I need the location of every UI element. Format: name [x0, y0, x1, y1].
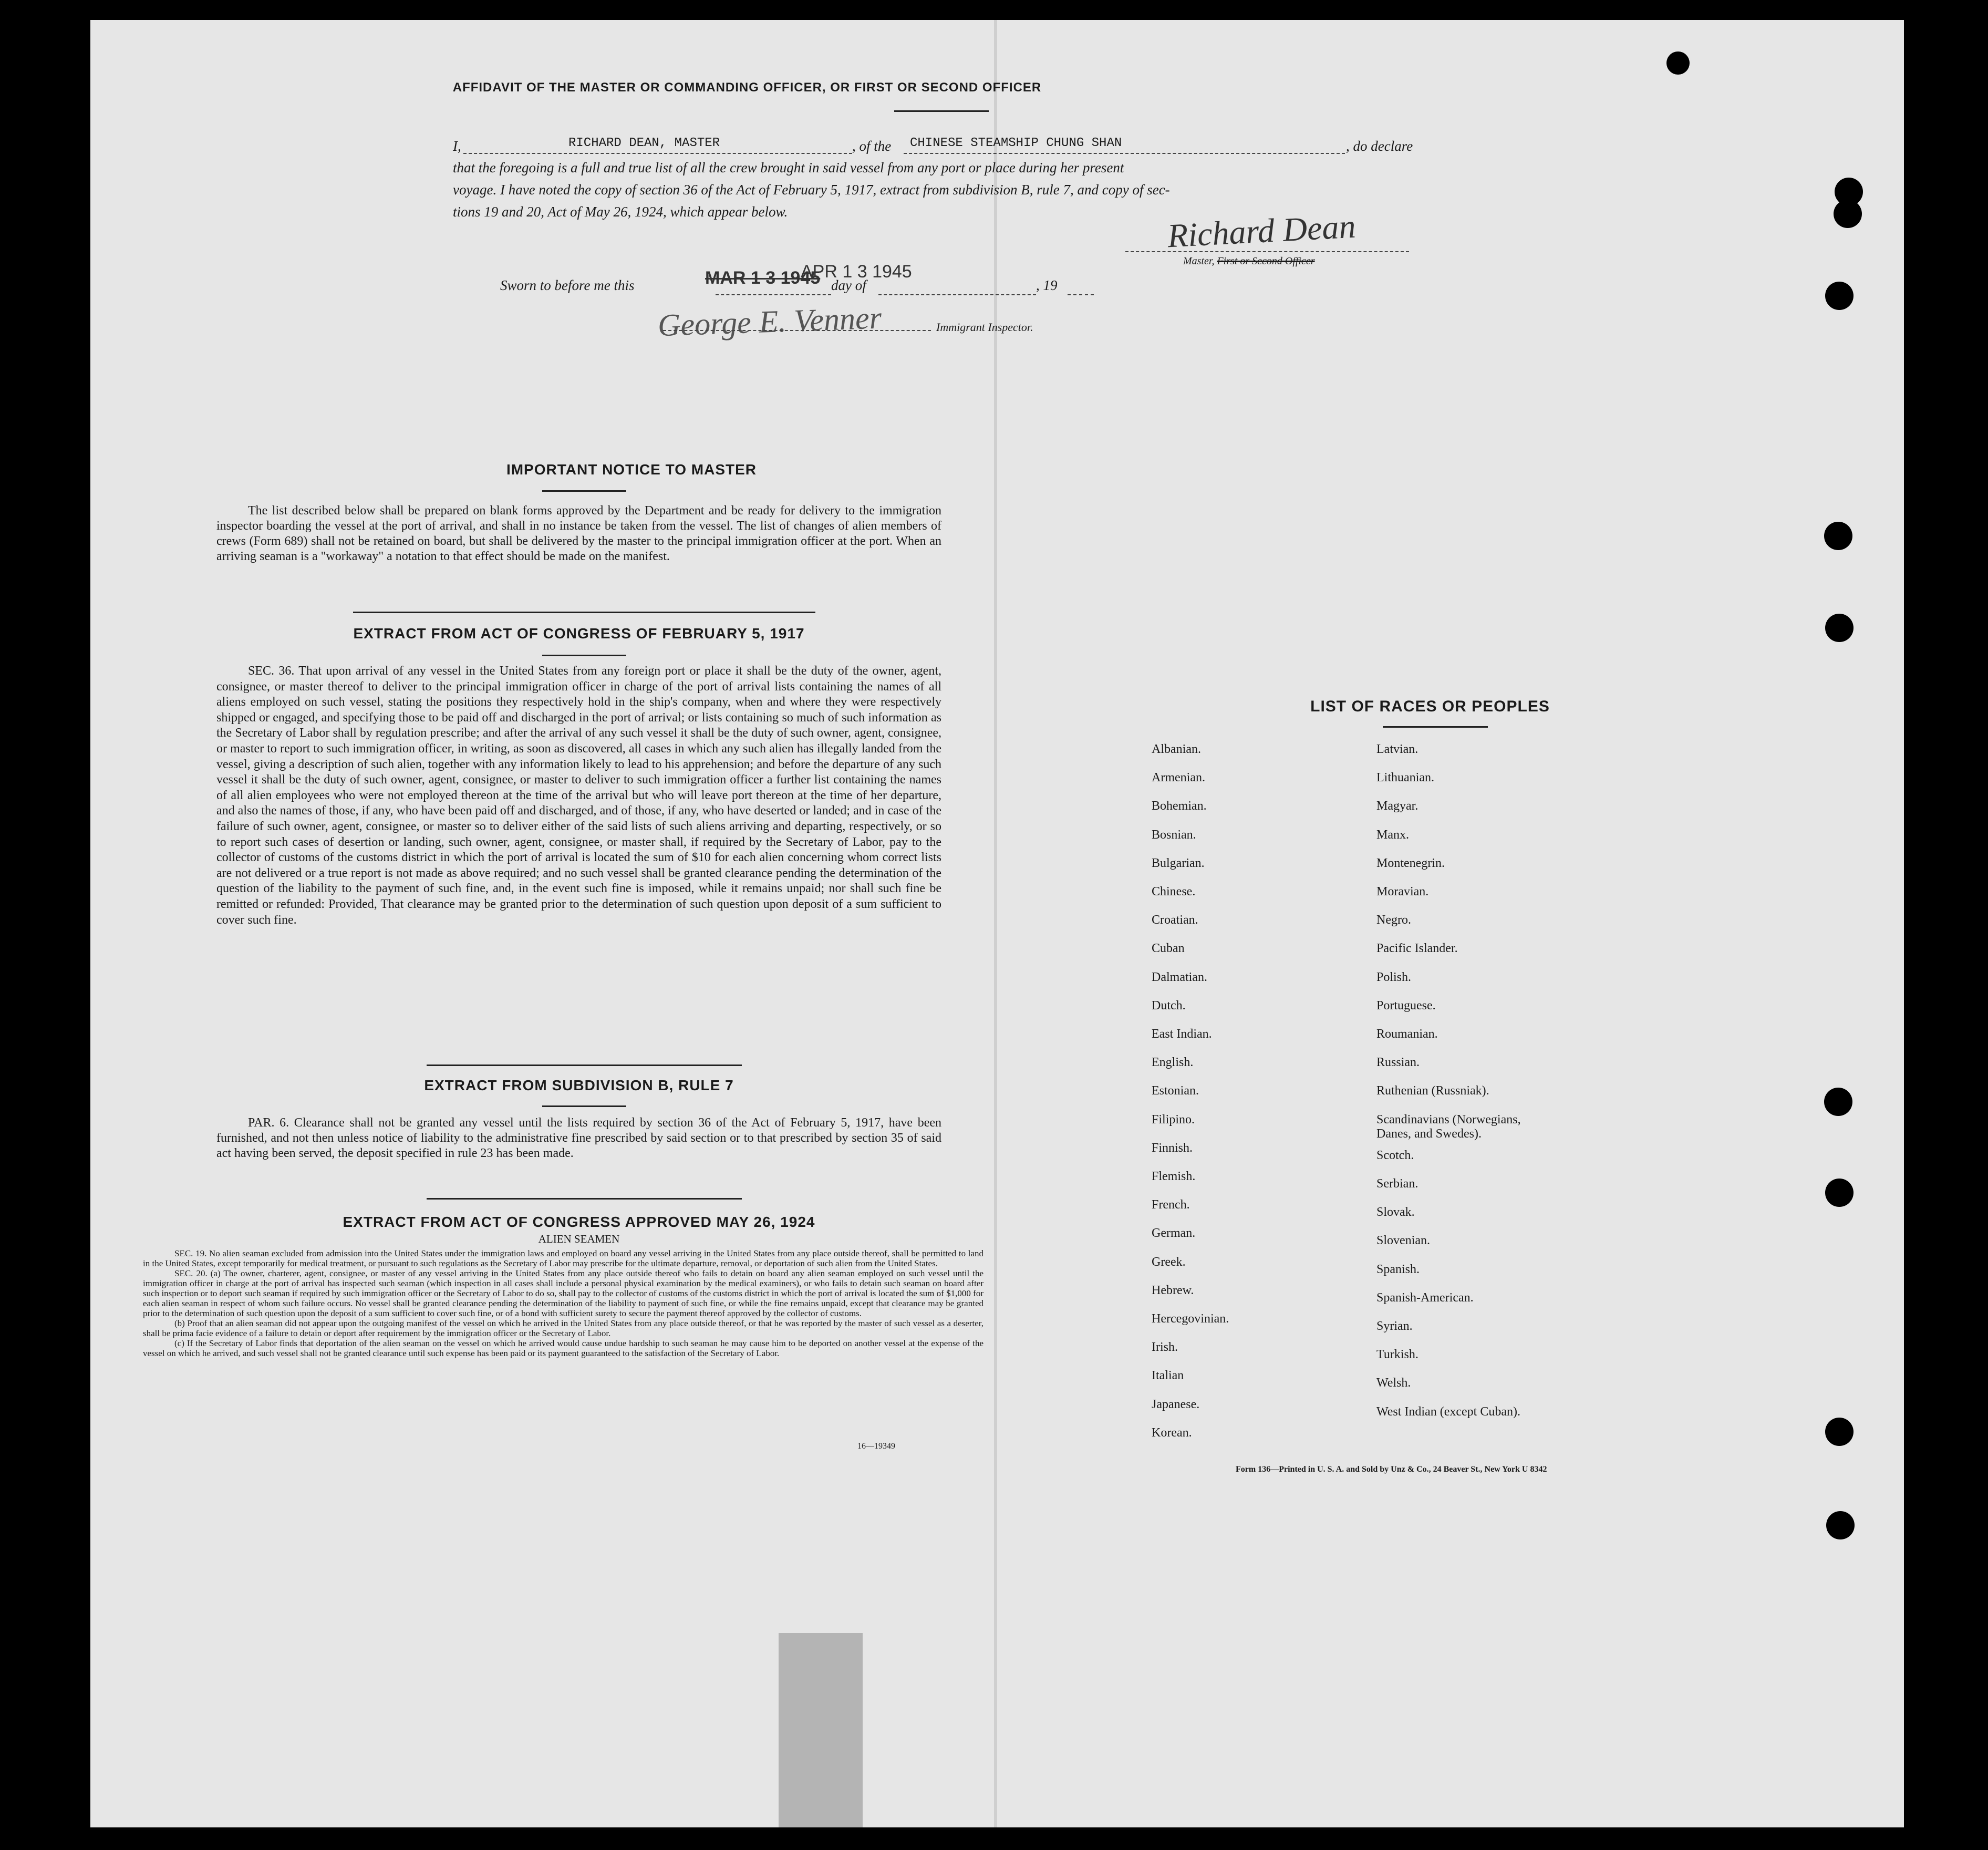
- race-item: Manx.: [1376, 828, 1409, 842]
- sworn-label: Sworn to before me this: [500, 277, 635, 293]
- extract2-rule: [542, 1105, 626, 1107]
- race-item: Negro.: [1376, 913, 1411, 927]
- race-item: Slovak.: [1376, 1205, 1415, 1219]
- race-item: Syrian.: [1376, 1319, 1413, 1333]
- extract1-rule: [542, 655, 626, 656]
- race-item: Slovenian.: [1376, 1234, 1430, 1248]
- race-item: Armenian.: [1152, 771, 1205, 785]
- punch-hole: [1825, 1418, 1854, 1446]
- race-item: West Indian (except Cuban).: [1376, 1404, 1520, 1419]
- race-item: Chinese.: [1152, 885, 1196, 898]
- inspector-signature: George E. Venner: [657, 300, 882, 343]
- extract1-text: SEC. 36. That upon arrival of any vessel in the United States from any foreign port or place it shall be the duty of the owner, agent, consignee, or master thereof to deliver to the principal immigration officer in charge of the port of arrival lists containing the names of all aliens employed on such vessel, stating the positions they respectively hold in the ship's company, when and where they were respectively shipped or engaged, and specifying those to be paid off and discharged in the port of arrival; or lists containing so much of such information as the Secretary of Labor shall by regulation prescribe; and after the arrival of any such vessel it shall be the duty of such owner, agent, consignee, or master to report to such immigration officer, in writing, as soon as discovered, all cases in which any such alien has illegally landed from the vessel, giving a description of such alien, together with any information likely to lead to his apprehension; and before the departure of any such vessel it shall be the duty of such owner, agent, consignee, or master to deliver to such immigration officer a further list containing the names of all alien employees who were not employed thereon at the time of the arrival but who will leave port thereon at the time of her departure, and also the names of those, if any, who have been paid off and discharged, and of those, if any, who have deserted or landed; and in case of the failure of such owner, agent, consignee, or master so to deliver either of the said lists of such aliens arriving and departing, respectively, or so to report such cases of desertion or landing, such owner, agent, consignee, or master shall, if required by the Secretary of Labor, pay to the collector of customs of the customs district in which the port of arrival is located the sum of $10 for each alien concerning whom correct lists are not delivered or a true report is not made as above required; and no such vessel shall be granted clearance pending the determination of the question of the liability to the payment of such fine, and, in the event such fine is imposed, while it remains unpaid; nor shall such fine be remitted or refunded: Provided, That clearance may be granted prior to the determination of such question upon deposit of a sum sufficient to cover such fine.: [216, 664, 941, 927]
- race-item: Irish.: [1152, 1340, 1178, 1355]
- race-item: Ruthenian (Russniak).: [1376, 1084, 1489, 1098]
- extract3-top-rule: [427, 1198, 742, 1200]
- declaration-line-1: [453, 138, 1556, 159]
- title-rule: [894, 110, 989, 112]
- race-item: Bosnian.: [1152, 828, 1196, 842]
- race-item: Welsh.: [1376, 1376, 1411, 1390]
- notice-rule: [542, 490, 626, 492]
- race-item: Roumanian.: [1376, 1027, 1438, 1041]
- race-item: Korean.: [1152, 1425, 1192, 1440]
- day-blank: [716, 294, 831, 295]
- race-item: Albanian.: [1152, 742, 1201, 756]
- sec20b-text: (b) Proof that an alien seaman did not appear upon the outgoing manifest of the vessel on which he arrived in the United States from any place outside thereof, or that he was reported by the master of such vessel as a deserter, shall be prima facie evidence of a failure to detain or deport after requirement by the immigration officer or the Secretary of Labor.: [143, 1318, 983, 1338]
- vessel-blank: [904, 153, 1345, 154]
- race-item: Filipino.: [1152, 1112, 1195, 1126]
- punch-hole: [1825, 282, 1854, 310]
- declaration-line-2: that the foregoing is a full and true list of all the crew brought in said vessel from any port or place during her present: [453, 160, 1124, 175]
- race-item: Dalmatian.: [1152, 970, 1207, 984]
- race-item: Flemish.: [1152, 1170, 1196, 1183]
- race-item: Scandinavians (Norwegians, Danes, and Swedes).: [1376, 1112, 1521, 1141]
- master-name: RICHARD DEAN, MASTER: [568, 136, 720, 150]
- race-item: Finnish.: [1152, 1141, 1193, 1155]
- day-of-label: day of: [831, 277, 866, 293]
- notice-title: IMPORTANT NOTICE TO MASTER: [506, 461, 757, 478]
- punch-hole: [1824, 522, 1852, 550]
- race-item: Russian.: [1376, 1056, 1420, 1070]
- i-label: I,: [453, 138, 461, 154]
- struck-caption: First or Second Officer: [1217, 255, 1315, 267]
- do-declare-label: , do declare: [1346, 138, 1413, 154]
- punch-hole: [1825, 614, 1854, 642]
- punch-hole: [1824, 1088, 1852, 1116]
- race-item: Magyar.: [1376, 799, 1418, 813]
- race-item: Serbian.: [1376, 1177, 1418, 1191]
- extract3-title: EXTRACT FROM ACT OF CONGRESS APPROVED MAY 26, 1924: [343, 1214, 815, 1230]
- month-blank: [878, 294, 1036, 295]
- race-item: Pacific Islander.: [1376, 942, 1458, 956]
- notice-text: The list described below shall be prepared on blank forms approved by the Department and be ready for delivery to the immigration inspector boarding the vessel at the port of arrival, and shall in no instance be taken from the vessel. The list of changes of alien members of crews (Form 689) shall not be retained on board, but shall be delivered by the master to the principal immigration officer at the port. When an arriving seaman is a "workaway" a notation to that effect should be made on the manifest.: [216, 504, 941, 563]
- race-item: Polish.: [1376, 970, 1412, 984]
- race-item: Hebrew.: [1152, 1283, 1194, 1297]
- signature-blank: [1125, 251, 1409, 252]
- sec19-text: SEC. 19. No alien seaman excluded from admission into the United States under the immigration laws and employed on board any vessel arriving in the United States from any place outside thereof, shall be permitted to land in the United States, except temporarily for medical treatment, or pursuant to such regulations as the Secretary of Labor may prescribe for the ultimate departure, removal, or deportation of such alien from the United States.: [143, 1248, 983, 1268]
- race-item: Dutch.: [1152, 998, 1186, 1012]
- sec20c-text: (c) If the Secretary of Labor finds that deportation of the alien seaman on the vessel on which he arrived would cause undue hardship to such seaman he may cause him to be deported on another vessel at the expense of the vessel on which he arrived, and such vessel shall not be granted clearance until such expense has been paid or its payment guaranteed to the satisfaction of the Secretary of Labor.: [143, 1338, 983, 1358]
- declaration-line-4: tions 19 and 20, Act of May 26, 1924, which appear below.: [453, 204, 788, 220]
- races-title: LIST OF RACES OR PEOPLES: [1310, 698, 1550, 715]
- document-page: [90, 20, 1904, 1827]
- tape-patch: [779, 1633, 863, 1827]
- extract2-text: PAR. 6. Clearance shall not be granted any vessel until the lists required by section 36 of the Act of February 5, 1917, have been furnished, and not then unless notice of liability to the administrative fine prescribed by said section or to that prescribed by section 35 of said act having been served, the deposit specified in rule 23 has been made.: [216, 1116, 941, 1160]
- inspector-blank: [663, 330, 931, 331]
- inspector-caption: Immigrant Inspector.: [936, 321, 1033, 334]
- of-the-label: , of the: [852, 138, 892, 154]
- affidavit-title: AFFIDAVIT OF THE MASTER OR COMMANDING OFFICER, OR FIRST OR SECOND OFFICER: [452, 80, 1042, 95]
- extract1-title: EXTRACT FROM ACT OF CONGRESS OF FEBRUARY 5, 1917: [353, 625, 805, 642]
- race-item: Turkish.: [1376, 1348, 1418, 1362]
- form-footer: Form 136—Printed in U. S. A. and Sold by Unz & Co., 24 Beaver St., New York U 8342: [1236, 1465, 1547, 1474]
- race-item: Montenegrin.: [1376, 856, 1445, 870]
- race-item: Japanese.: [1152, 1397, 1200, 1411]
- race-item: French.: [1152, 1198, 1190, 1212]
- race-item: Spanish-American.: [1376, 1290, 1474, 1305]
- extract3-text: [143, 1248, 983, 1358]
- sec20a-text: SEC. 20. (a) The owner, charterer, agent, consignee, or master of any vessel arriving in the United States from any place outside thereof who fails to detain on board any alien seaman employed on such vessel until the immigration officer in charge at the port of arrival has inspected such seaman (which inspection in all cases shall include a personal physical examination by the medical examiners), or who fails to detain such seaman on board after such inspection or to deport such seaman if required by such immigration officer or the Secretary of Labor to do so, shall pay to the collector of customs of the customs district in which the port of arrival is located the sum of $1,000 for each alien seaman in respect of whom such failure occurs. No vessel shall be granted clearance pending the determination of the liability to payment of such fine, or while the fine remains unpaid, except that clearance may be granted prior to the determination of such question upon the deposit of a sum sufficient to cover such fine, or of a bond with sufficient surety to secure the payment thereof approved by the collector of customs.: [143, 1268, 983, 1318]
- race-item: Latvian.: [1376, 742, 1418, 756]
- declaration-line-3: voyage. I have noted the copy of section 36 of the Act of February 5, 1917, extract from subdivision B, rule 7, and copy of sec-: [453, 182, 1170, 198]
- vessel-name: CHINESE STEAMSHIP CHUNG SHAN: [910, 136, 1122, 150]
- race-item: Spanish.: [1376, 1262, 1420, 1276]
- year-label: , 19: [1036, 277, 1058, 293]
- race-item: Greek.: [1152, 1255, 1186, 1269]
- race-item: Cuban: [1152, 942, 1185, 956]
- sworn-line: [500, 262, 1288, 304]
- race-item: Croatian.: [1152, 913, 1198, 927]
- races-rule: [1383, 726, 1488, 728]
- master-caption-text: Master,: [1183, 255, 1215, 267]
- name-blank: [463, 153, 852, 154]
- punch-hole: [1826, 1511, 1855, 1539]
- race-item: Bohemian.: [1152, 799, 1207, 813]
- date-stamp-struck: MAR 1 3 1945: [705, 268, 821, 288]
- race-item: Estonian.: [1152, 1084, 1199, 1098]
- race-item: Portuguese.: [1376, 998, 1436, 1012]
- form-code: 16—19349: [857, 1442, 895, 1451]
- race-item: Lithuanian.: [1376, 771, 1434, 785]
- master-caption: [1183, 255, 1315, 267]
- extract3-subtitle: ALIEN SEAMEN: [538, 1233, 620, 1245]
- punch-hole: [1834, 200, 1862, 228]
- race-item: Hercegovinian.: [1152, 1312, 1229, 1326]
- race-item: German.: [1152, 1226, 1196, 1241]
- punch-hole: [1666, 51, 1690, 75]
- date-stamp: APR 1 3 1945: [801, 262, 912, 282]
- race-item: Italian: [1152, 1369, 1184, 1383]
- year-blank: [1068, 294, 1094, 295]
- race-item: Scotch.: [1376, 1148, 1414, 1162]
- race-item: Moravian.: [1376, 885, 1429, 898]
- race-item: English.: [1152, 1056, 1194, 1070]
- punch-hole: [1825, 1179, 1854, 1207]
- extract2-title: EXTRACT FROM SUBDIVISION B, RULE 7: [424, 1077, 734, 1093]
- extract1-top-rule: [353, 612, 815, 613]
- race-item: East Indian.: [1152, 1027, 1212, 1041]
- race-item: Bulgarian.: [1152, 856, 1205, 870]
- master-signature: Richard Dean: [1166, 207, 1357, 255]
- extract2-top-rule: [427, 1064, 742, 1066]
